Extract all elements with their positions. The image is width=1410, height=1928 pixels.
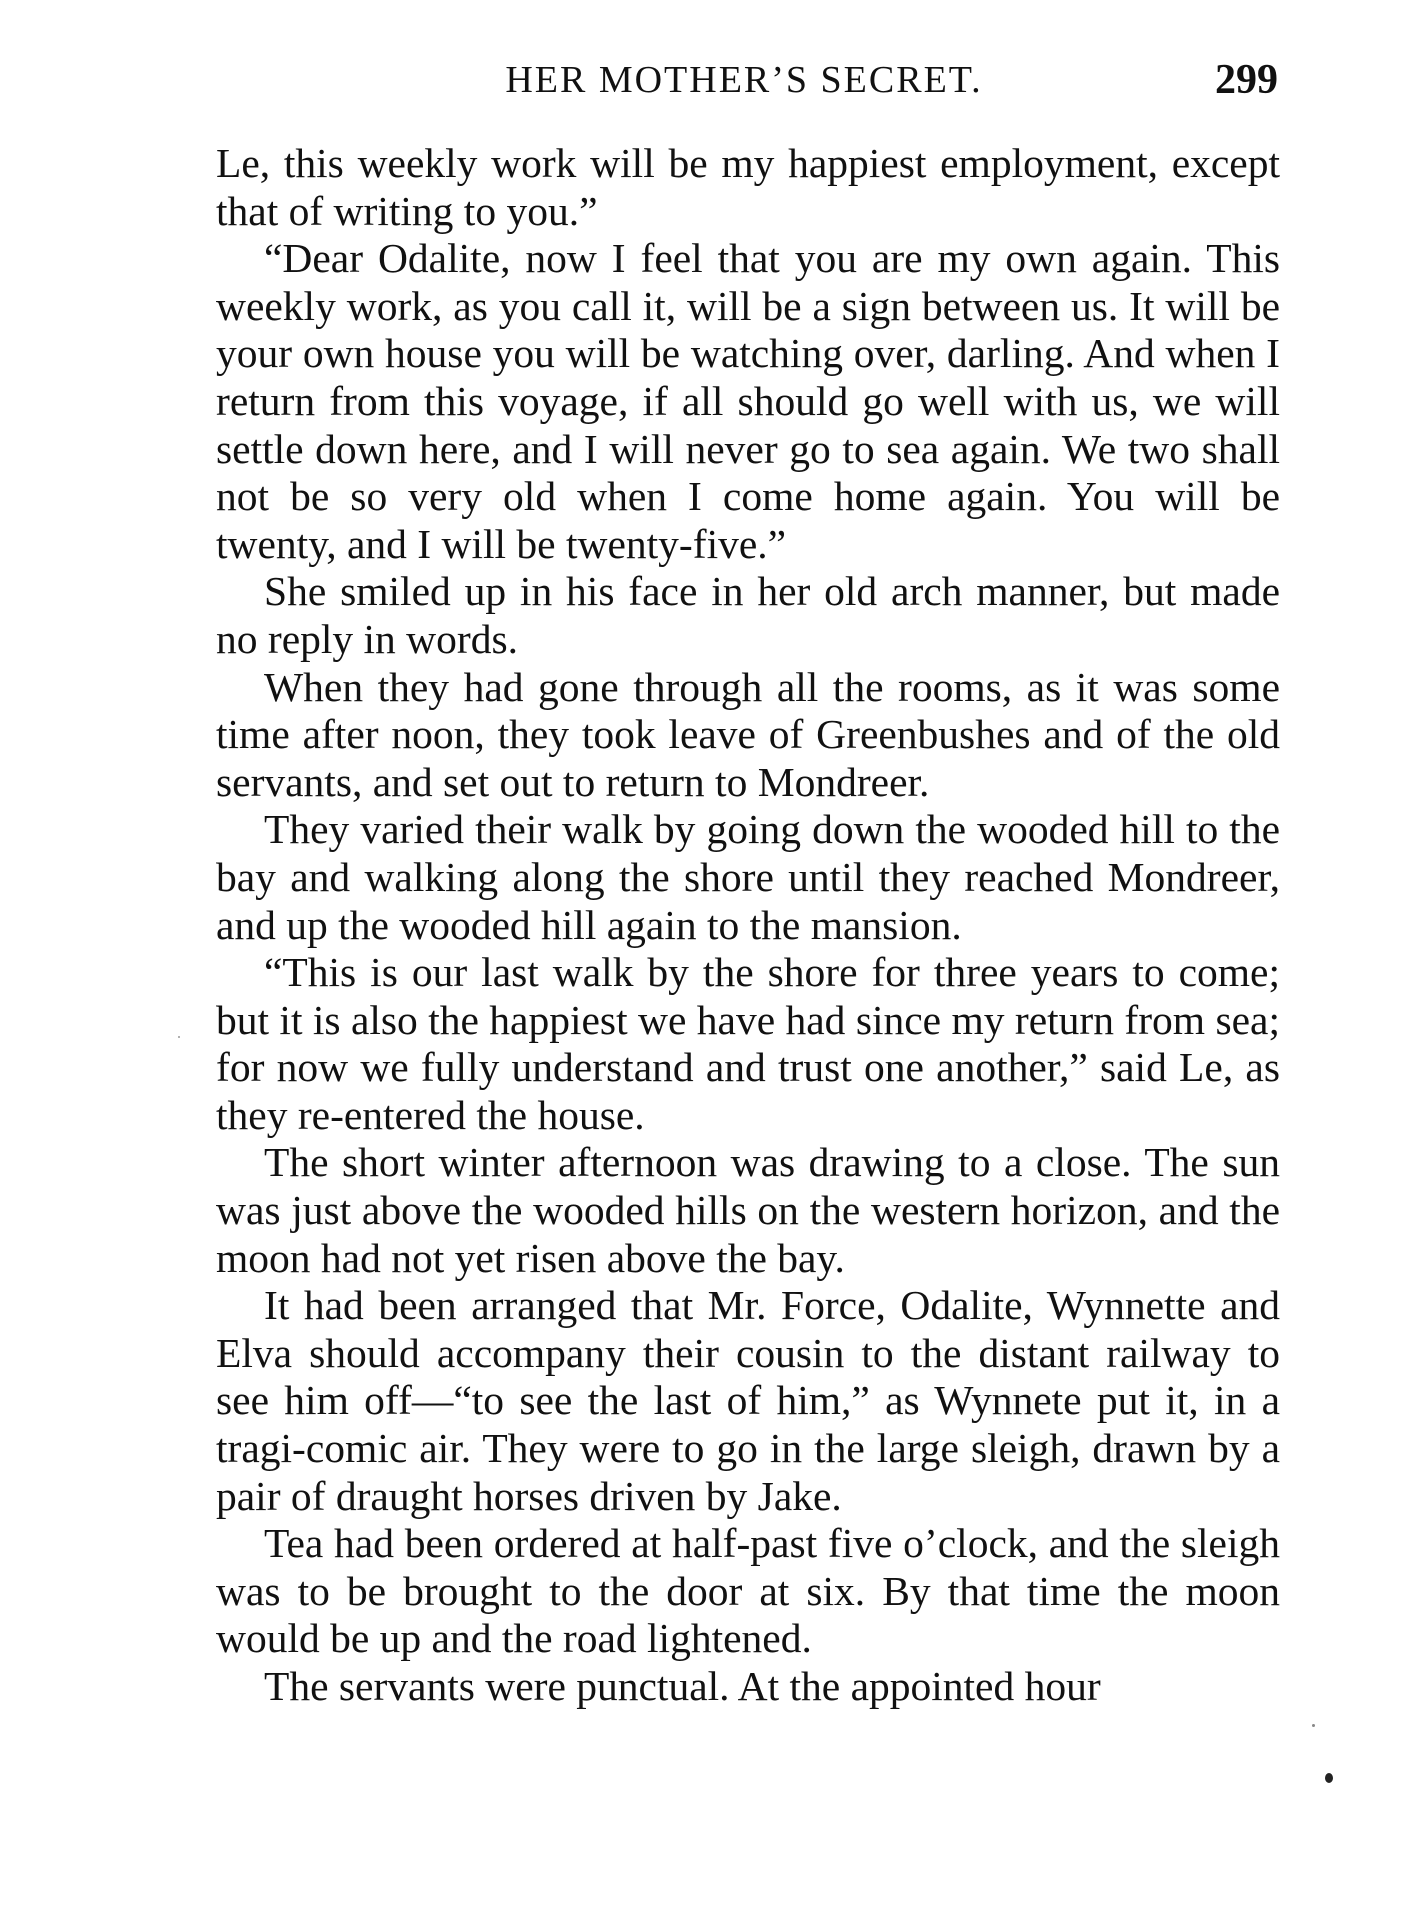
- body-text: [216, 140, 1280, 1711]
- running-head: [210, 58, 1278, 118]
- paragraph: The servants were punctual. At the appointed hour: [264, 1663, 1101, 1709]
- ink-speck: [1325, 1773, 1333, 1783]
- paragraph: Le, this weekly work will be my happiest employment, except that of writing to you.”: [216, 140, 1280, 234]
- paragraph: The short winter afternoon was drawing to a close. The sun was just above the wooded hills on the western horizon, and the moon had not yet risen above the bay.: [216, 1139, 1280, 1281]
- ink-speck: [178, 1036, 180, 1038]
- paragraph: She smiled up in his face in her old arch manner, but made no reply in words.: [216, 568, 1280, 662]
- paragraph: When they had gone through all the rooms, as it was some time after noon, they took leave of Greenbushes and of the old servants, and set out to return to Mondreer.: [216, 663, 1280, 805]
- ink-speck: [1312, 1724, 1315, 1727]
- paragraph: Tea had been ordered at half-past five o’clock, and the sleigh was to be brought to the door at six. By that time the moon would be up and the road lightened.: [216, 1520, 1280, 1662]
- paragraph: “Dear Odalite, now I feel that you are my own again. This weekly work, as you call it, will be a sign between us. It will be your own house you will be watching over, darling. And when I return from this voyage, if all should go well with us, we will settle down here, and I will never go to sea again. We two shall not be so very old when I come home again. You will be twenty, and I will be twenty-five.”: [216, 235, 1280, 567]
- running-title: HER MOTHER’S SECRET.: [505, 59, 983, 101]
- paragraph: They varied their walk by going down the wooded hill to the bay and walking along the shore until they reached Mondreer, and up the wooded hill again to the mansion.: [216, 806, 1280, 948]
- page-number: 299: [1215, 57, 1278, 103]
- paragraph: “This is our last walk by the shore for three years to come; but it is also the happiest we have had since my return from sea; for now we fully understand and trust one another,” said Le, as they re-entered the house.: [216, 949, 1280, 1138]
- paragraph: It had been arranged that Mr. Force, Odalite, Wynnette and Elva should accompany their cousin to the distant railway to see him off—“to see the last of him,” as Wynnete put it, in a tragi-comic air. They were to go in the large sleigh, drawn by a pair of draught horses driven by Jake.: [216, 1282, 1280, 1519]
